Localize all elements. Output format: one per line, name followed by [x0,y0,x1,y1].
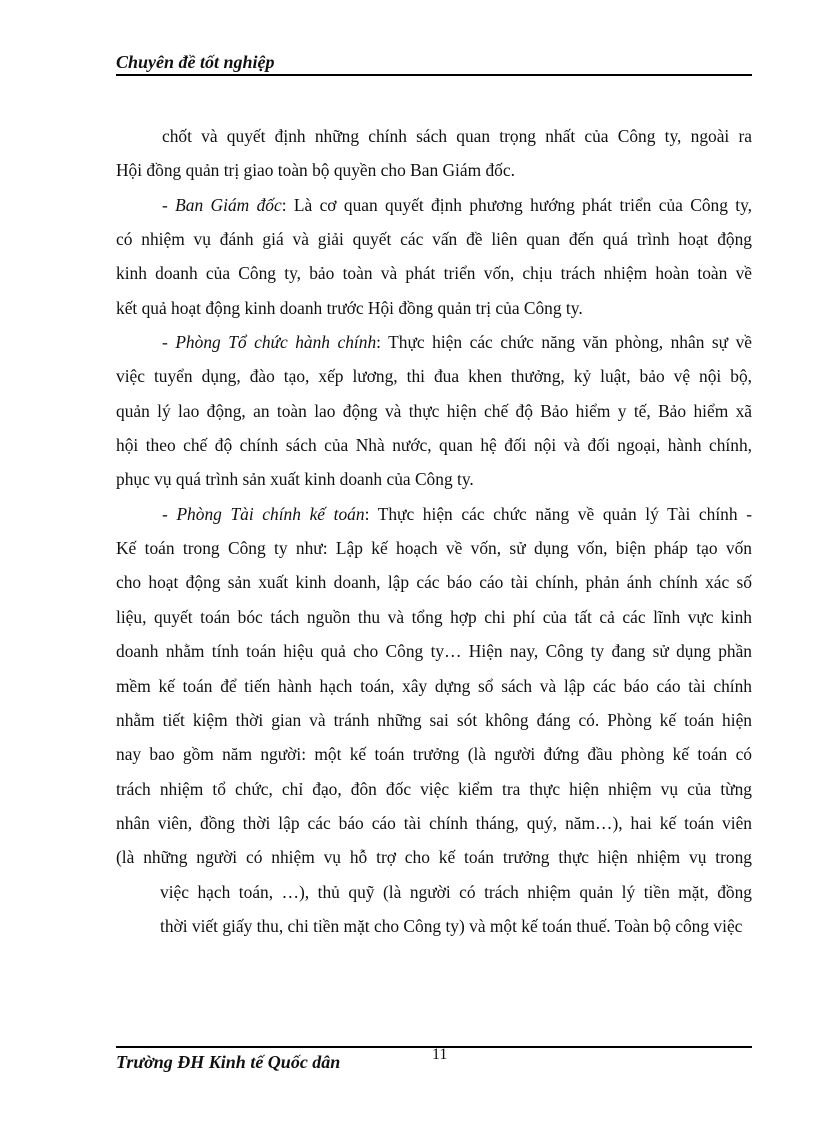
text-line: Kế toán trong Công ty như: Lập kế hoạch về vốn, sử dụng vốn, biện pháp tạo vốn [116,538,752,559]
text-line: chốt và quyết định những chính sách quan trọng nhất của Công ty, ngoài ra [162,126,752,146]
section-term: Phòng Tài chính kế toán [176,503,365,524]
text-line: việc tuyển dụng, đào tạo, xếp lương, thi đua khen thưởng, kỷ luật, bảo vệ nội bộ, [116,366,752,387]
text-line: thời viết giấy thu, chi tiền mặt cho Công ty) và một kế toán thuế. Toàn bộ công việc [160,915,743,936]
text-line: (là những người có nhiệm vụ hỗ trợ cho kế toán trưởng thực hiện nhiệm vụ trong [116,847,752,868]
text-line: việc hạch toán, …), thủ quỹ (là người có trách nhiệm quản lý tiền mặt, đồng [160,881,752,902]
text-line: nhân viên, đồng thời lập các báo cáo tài chính tháng, quý, năm…), hai kế toán viên [116,812,752,833]
text-line: kết quả hoạt động kinh doanh trước Hội đồng quản trị của Công ty. [116,297,583,318]
text-line [116,497,752,531]
text-run: : Thực hiện các chức năng về quản lý Tài chính - [364,503,752,524]
list-dash: - [162,332,176,353]
text-line: kinh doanh của Công ty, bảo toàn và phát triển vốn, chịu trách nhiệm hoàn toàn về [116,263,752,284]
text-line: phục vụ quá trình sản xuất kinh doanh của Công ty. [116,469,474,490]
page-number: 11 [432,1046,448,1063]
header-divider [116,74,752,76]
text-line: Hội đồng quản trị giao toàn bộ quyền cho Ban Giám đốc. [116,160,515,181]
text-line: cho hoạt động sản xuất kinh doanh, lập các báo cáo tài chính, phản ánh chính xác số [116,572,752,593]
text-run: : Thực hiện các chức năng văn phòng, nhân sự về [376,332,753,353]
page-header-title: Chuyên đề tốt nghiệp [116,52,275,72]
text-line [116,325,752,359]
footer-school-name: Trường ĐH Kinh tế Quốc dân [116,1052,341,1072]
text-line: liệu, quyết toán bóc tách nguồn thu và tổng hợp chi phí của tất cả các lĩnh vực kinh [116,606,752,627]
list-dash: - [162,503,177,524]
text-line: mềm kế toán để tiến hành hạch toán, xây dựng sổ sách và lập các báo cáo tài chính [116,675,752,696]
text-line: nhằm tiết kiệm thời gian và tránh những sai sót không đáng có. Phòng kế toán hiện [116,709,752,730]
section-term: Ban Giám đốc [175,194,282,215]
list-dash: - [162,194,176,215]
text-line: doanh nhằm tính toán hiệu quả cho Công ty… Hiện nay, Công ty đang sử dụng phần [116,641,752,662]
document-body [116,119,752,943]
text-line: nay bao gồm năm người: một kế toán trưởng (là người đứng đầu phòng kế toán có [116,744,752,765]
text-line [116,188,752,222]
text-run: : Là cơ quan quyết định phương hướng phát triển của Công ty, [281,194,753,215]
text-line: trách nhiệm tổ chức, chỉ đạo, đôn đốc việc kiểm tra thực hiện nhiệm vụ của từng [116,778,752,799]
text-line: quản lý lao động, an toàn lao động và thực hiện chế độ Bảo hiểm y tế, Bảo hiểm xã [116,400,752,421]
section-term: Phòng Tổ chức hành chính [175,332,377,353]
text-line: hội theo chế độ chính sách của Nhà nước, quan hệ đối nội và đối ngoại, hành chính, [116,435,752,456]
text-line: có nhiệm vụ đánh giá và giải quyết các vấn đề liên quan đến quá trình hoạt động [116,229,752,250]
